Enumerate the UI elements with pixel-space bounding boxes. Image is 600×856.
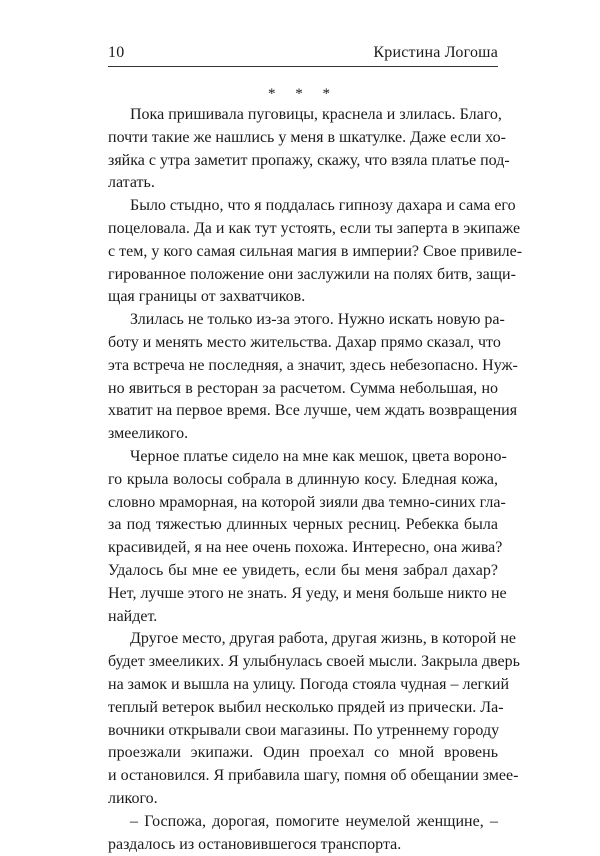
text-line: Другое место, другая работа, другая жизнь, в которой не xyxy=(108,628,498,651)
text-line: зяйка с утра заметит пропажу, скажу, что взяла платье под- xyxy=(108,150,498,173)
text-line: латать. xyxy=(108,172,498,195)
text-line: гированное положение они заслужили на полях битв, защи- xyxy=(108,264,498,287)
text-line: вочники открывали свои магазины. По утреннему городу xyxy=(108,720,498,743)
running-header xyxy=(108,42,498,67)
text-line: Было стыдно, что я поддалась гипнозу дахара и сама его xyxy=(108,195,498,218)
text-line: словно мраморная, на которой зияли два темно-синих гла- xyxy=(108,492,498,515)
text-line: боту и менять место жительства. Дахар прямо сказал, что xyxy=(108,332,498,355)
text-line: щая границы от захватчиков. xyxy=(108,286,498,309)
text-line: теплый ветерок выбил несколько прядей из прически. Ла- xyxy=(108,697,498,720)
text-line: – Госпожа, дорогая, помогите неумелой женщине, – xyxy=(108,811,498,834)
text-line: проезжали экипажи. Один проехал со мной вровень xyxy=(108,742,498,765)
text-line: Удалось бы мне ее увидеть, если бы меня забрал дахар? xyxy=(108,560,498,583)
text-line: эта встреча не последняя, а значит, здесь небезопасно. Нуж- xyxy=(108,355,498,378)
text-line: ликого. xyxy=(108,788,498,811)
section-separator: * * * xyxy=(108,86,498,103)
running-title: Кристина Логоша xyxy=(373,44,498,62)
text-line: будет змееликих. Я улыбнулась своей мысли. Закрыла дверь xyxy=(108,651,498,674)
text-line: на замок и вышла на улицу. Погода стояла чудная – легкий xyxy=(108,674,498,697)
text-line: го крыла волосы собрала в длинную косу. Бледная кожа, xyxy=(108,469,498,492)
text-line: с тем, у кого самая сильная магия в империи? Свое привиле- xyxy=(108,241,498,264)
text-line: раздалось из остановившегося транспорта. xyxy=(108,834,498,856)
text-line: поцеловала. Да и как тут устоять, если ты заперта в экипаже xyxy=(108,218,498,241)
page-number: 10 xyxy=(108,44,124,62)
text-line: Нет, лучше этого не знать. Я уеду, и меня больше никто не xyxy=(108,583,498,606)
text-line: и остановился. Я прибавила шагу, помня об обещании змее- xyxy=(108,765,498,788)
text-line: хватит на первое время. Все лучше, чем ждать возвращения xyxy=(108,400,498,423)
text-line: Пока пришивала пуговицы, краснела и злилась. Благо, xyxy=(108,104,498,127)
text-line: Черное платье сидело на мне как мешок, цвета вороно- xyxy=(108,446,498,469)
text-line: найдет. xyxy=(108,606,498,629)
text-line: Злилась не только из-за этого. Нужно искать новую ра- xyxy=(108,309,498,332)
body-text xyxy=(108,104,498,856)
text-line: красивидей, я на нее очень похожа. Интересно, она жива? xyxy=(108,537,498,560)
text-line: змееликого. xyxy=(108,423,498,446)
text-line: но явиться в ресторан за расчетом. Сумма небольшая, но xyxy=(108,378,498,401)
text-line: за под тяжестью длинных черных ресниц. Ребекка была xyxy=(108,514,498,537)
text-line: почти такие же нашлись у меня в шкатулке. Даже если хо- xyxy=(108,127,498,150)
